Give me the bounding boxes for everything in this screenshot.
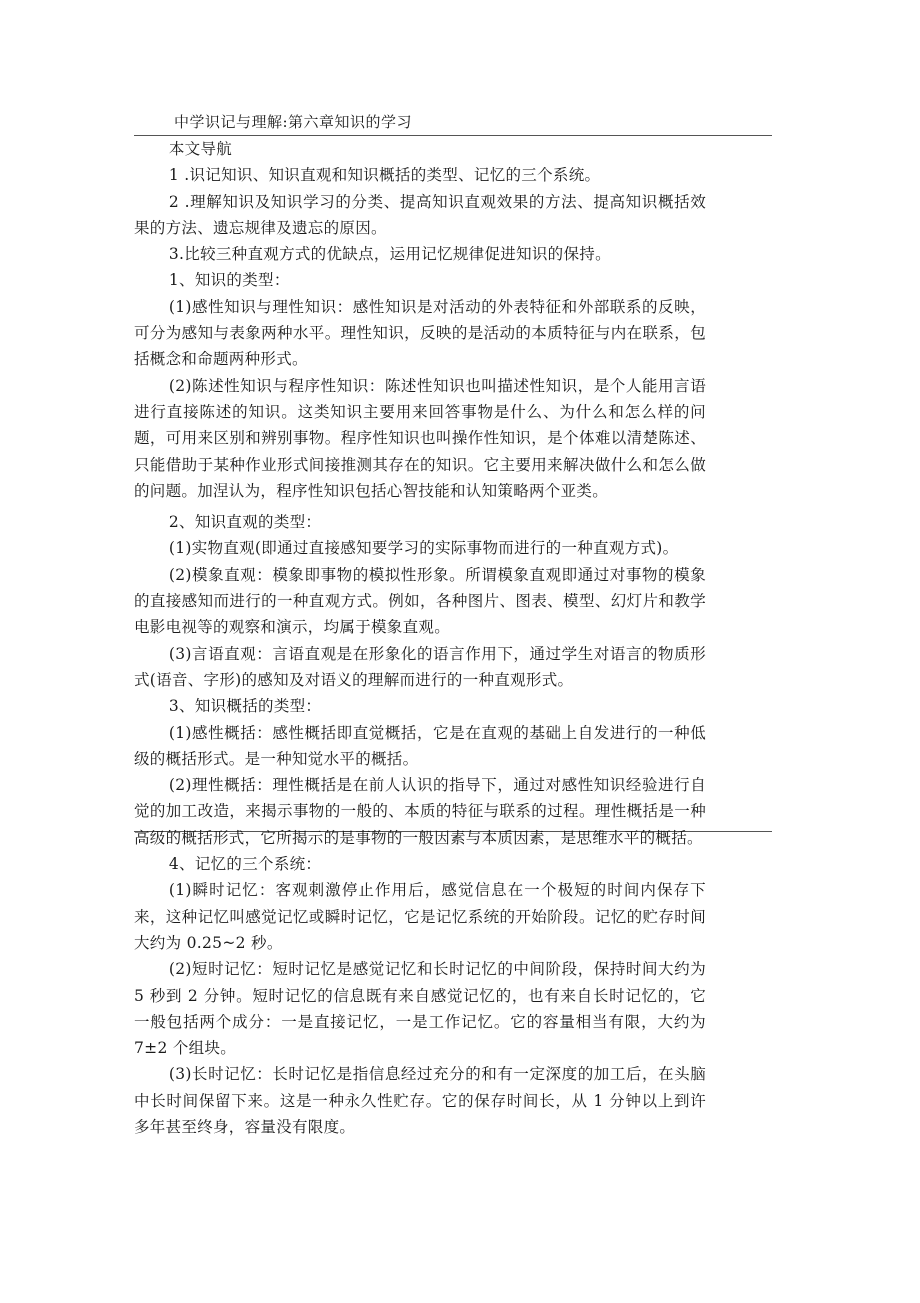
nav-item-1: 1 .识记知识、知识直观和知识概括的类型、记忆的三个系统。 xyxy=(168,166,601,185)
nav-item-3: 3.比较三种直观方式的优缺点，运用记忆规律促进知识的保持。 xyxy=(168,245,611,264)
section-heading-intuition-types: 2、知识直观的类型： xyxy=(168,513,322,532)
paragraph-perceptual-generalization: (1)感性概括：感性概括即直觉概括，它是在直观的基础上自发进行的一种低级的概括形式。是一种知觉水平的概括。 xyxy=(134,723,706,768)
paragraph-object-intuition: (1)实物直观(即通过直接感知要学习的实际事物而进行的一种直观方式)。 xyxy=(168,539,679,558)
nav-item-2: 2 .理解知识及知识学习的分类、提高知识直观效果的方法、提高知识概括效果的方法、遗忘规律及遗忘的原因。 xyxy=(134,192,706,237)
paragraph-rational-generalization: (2)理性概括：理性概括是在前人认识的指导下，通过对感性知识经验进行自觉的加工改造，来揭示事物的一般的、本质的特征与联系的过程。理性概括是一种高级的概括形式，它所揭示的是事物的一般因素与本质因素，是思维水平的概括。 xyxy=(134,776,706,847)
paragraph-perceptual-rational: (1)感性知识与理性知识：感性知识是对活动的外表特征和外部联系的反映，可分为感知与表象两种水平。理性知识，反映的是活动的本质特征与内在联系，包括概念和命题两种形式。 xyxy=(134,297,706,369)
page-header-title: 中学识记与理解:第六章知识的学习 xyxy=(174,113,413,131)
paragraph-sensory-memory: (1)瞬时记忆：客观刺激停止作用后，感觉信息在一个极短的时间内保存下来，这种记忆叫感觉记忆或瞬时记忆，它是记忆系统的开始阶段。记忆的贮存时间大约为 0.25~2 秒。 xyxy=(134,881,706,952)
section-heading-generalization-types: 3、知识概括的类型： xyxy=(168,697,322,716)
paragraph-verbal-intuition: (3)言语直观：言语直观是在形象化的语言作用下，通过学生对语言的物质形式(语音、字形)的感知及对语义的理解而进行的一种直观形式。 xyxy=(134,644,706,689)
section-heading-knowledge-types: 1、知识的类型： xyxy=(168,271,290,290)
nav-heading: 本文导航 xyxy=(168,140,233,158)
paragraph-model-intuition: (2)模象直观：模象即事物的模拟性形象。所谓模象直观即通过对事物的模象的直接感知而进行的一种直观方式。例如，各种图片、图表、模型、幻灯片和教学电影电视等的观察和演示，均属于模象直观。 xyxy=(134,565,706,637)
document-body xyxy=(134,136,706,1140)
paragraph-long-term-memory: (3)长时记忆：长时记忆是指信息经过充分的和有一定深度的加工后，在头脑中长时间保留下来。这是一种永久性贮存。它的保存时间长，从 1 分钟以上到许多年甚至终身，容量没有限度。 xyxy=(134,1065,706,1136)
paragraph-short-term-memory: (2)短时记忆：短时记忆是感觉记忆和长时记忆的中间阶段，保持时间大约为 5 秒到 2 分钟。短时记忆的信息既有来自感觉记忆的，也有来自长时记忆的，它一般包括两个成分：一是直接记忆，一是工作记忆。它的容量相当有限，大约为 7±2 个组块。 xyxy=(134,960,706,1058)
section-heading-memory-systems: 4、记忆的三个系统： xyxy=(168,855,322,874)
paragraph-declarative-procedural: (2)陈述性知识与程序性知识：陈述性知识也叫描述性知识，是个人能用言语进行直接陈述的知识。这类知识主要用来回答事物是什么、为什么和怎么样的问题，可用来区别和辨别事物。程序性知识也叫操作性知识，是个体难以清楚陈述、只能借助于某种作业形式间接推测其存在的知识。它主要用来解决做什么和怎么做的问题。加涅认为，程序性知识包括心智技能和认知策略两个亚类。 xyxy=(134,376,706,500)
